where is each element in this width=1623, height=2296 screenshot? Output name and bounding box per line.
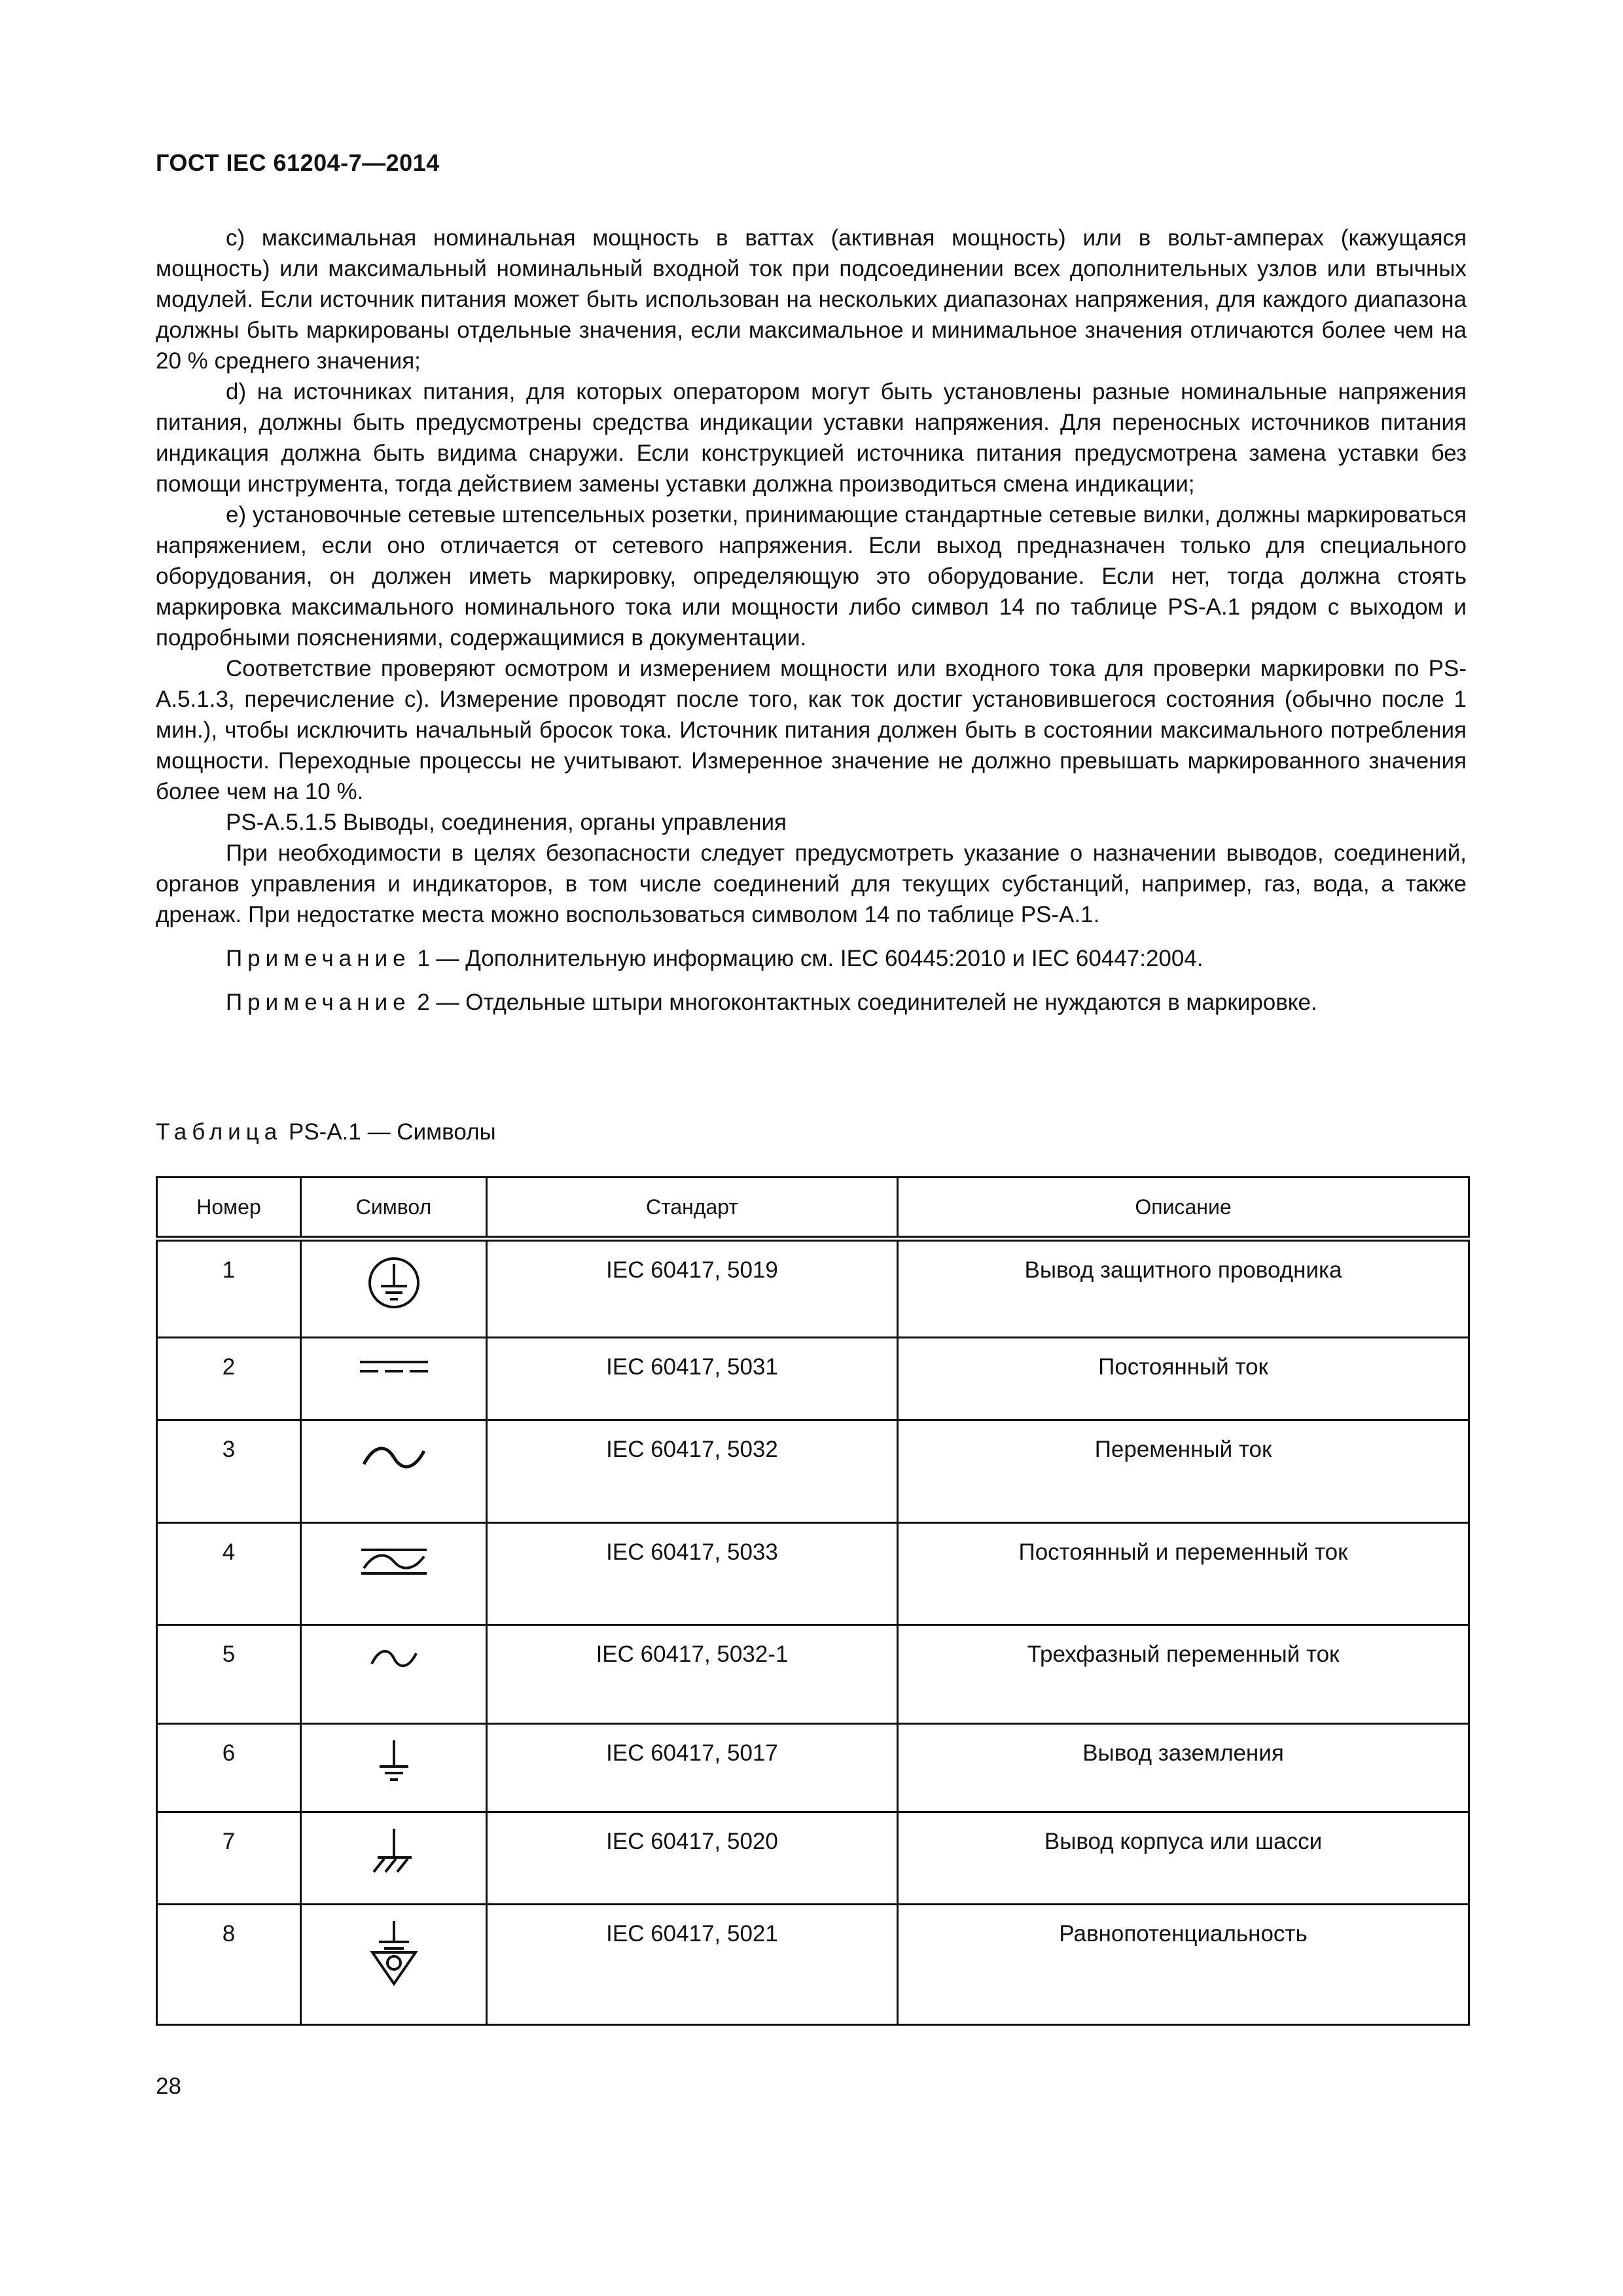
row-symbol (301, 1239, 487, 1338)
header-number: Номер (157, 1177, 301, 1239)
note-label: Примечание (226, 946, 411, 971)
row-standard: IEC 60417, 5032 (487, 1420, 898, 1523)
row-description: Равнопотенциальность (898, 1905, 1469, 2025)
paragraph: Соответствие проверяют осмотром и измерением мощности или входного тока для проверки маркировки по PS-A.5.1.3, перечисление с). Измерение проводят после того, как ток достиг установившегося состояния (обычно после 1 мин.), чтобы исключить начальный бросок тока. Источник питания должен быть в состоянии максимального потребления мощности. Переходные процессы не учитывают. Измеренное значение не должно превышать маркированного значения более чем на 10 %. (156, 656, 1467, 804)
protective-earth-icon (365, 1253, 423, 1312)
table-row (157, 1812, 1469, 1905)
header-description: Описание (898, 1177, 1469, 1239)
note-2 (156, 987, 1467, 1018)
page-number: 28 (156, 2073, 181, 2099)
note-text: 2 — Отдельные штыри многоконтактных соединителей не нуждаются в маркировке. (417, 990, 1317, 1015)
row-description: Трехфазный переменный ток (898, 1625, 1469, 1724)
paragraph: При необходимости в целях безопасности следует предусмотреть указание о назначении выводов, соединений, органов управления и индикаторов, в том числе соединений для текущих субстанций, например, газ, вода, а также дренаж. При недостатке места можно воспользоваться символом 14 по таблице PS-A.1. (156, 840, 1467, 927)
row-description: Вывод заземления (898, 1724, 1469, 1812)
table-row (157, 1905, 1469, 2025)
paragraph: d) на источниках питания, для которых оператором могут быть установлены разные номинальные напряжения питания, должны быть предусмотрены средства индикации уставки напряжения. Для переносных источников питания индикация должна быть видима снаружи. Если конструкцией источника питания предусмотрена замена уставки без помощи инструмента, тогда действием замены уставки должна производиться смена индикации; (156, 379, 1467, 497)
row-description: Вывод корпуса или шасси (898, 1812, 1469, 1905)
table-caption-text: PS-A.1 — Символы (288, 1119, 496, 1145)
symbols-table (156, 1176, 1470, 2026)
table-row (157, 1724, 1469, 1812)
row-symbol (301, 1724, 487, 1812)
row-symbol (301, 1812, 487, 1905)
direct-current-icon (355, 1350, 433, 1383)
row-description: Постоянный ток (898, 1338, 1469, 1420)
table-caption (156, 1119, 496, 1145)
earth-ground-icon (368, 1736, 420, 1789)
row-number: 5 (157, 1625, 301, 1724)
paragraph: с) максимальная номинальная мощность в ваттах (активная мощность) или в вольт-амперах (кажущаяся мощность) или максимальный номинальный входной ток при подсоединении всех дополнительных узлов или втычных модулей. Если источник питания может быть использован на нескольких диапазонах напряжения, для каждого диапазона должны быть маркированы отдельные значения, если максимальное и минимальное значения отличаются более чем на 20 % среднего значения; (156, 225, 1467, 374)
row-number: 7 (157, 1812, 301, 1905)
row-description: Вывод защитного проводника (898, 1239, 1469, 1338)
row-standard: IEC 60417, 5033 (487, 1523, 898, 1625)
row-symbol (301, 1338, 487, 1420)
row-symbol (301, 1625, 487, 1724)
row-symbol (301, 1523, 487, 1625)
row-standard: IEC 60417, 5021 (487, 1905, 898, 2025)
row-description: Переменный ток (898, 1420, 1469, 1523)
row-number: 2 (157, 1338, 301, 1420)
row-number: 4 (157, 1523, 301, 1625)
table-row (157, 1625, 1469, 1724)
row-symbol (301, 1905, 487, 2025)
note-1 (156, 943, 1467, 974)
row-standard: IEC 60417, 5017 (487, 1724, 898, 1812)
chassis-ground-icon (365, 1825, 423, 1877)
row-description: Постоянный и переменный ток (898, 1523, 1469, 1625)
row-standard: IEC 60417, 5031 (487, 1338, 898, 1420)
header-standard: Стандарт (487, 1177, 898, 1239)
row-standard: IEC 60417, 5032-1 (487, 1625, 898, 1724)
table-row (157, 1239, 1469, 1338)
equipotential-icon (365, 1917, 423, 1989)
row-number: 6 (157, 1724, 301, 1812)
note-label: Примечание (226, 990, 411, 1015)
three-phase-ac-icon (361, 1638, 427, 1677)
ac-dc-icon (355, 1535, 433, 1581)
paragraph: е) установочные сетевые штепсельных розетки, принимающие стандартные сетевые вилки, должны маркироваться напряжением, если оно отличается от сетевого напряжения. Если выход предназначен только для специального оборудования, он должен иметь маркировку, определяющую это оборудование. Если нет, тогда должна стоять маркировка максимального номинального тока или мощности либо символ 14 по таблице PS-A.1 рядом с выходом и подробными пояснениями, содержащимися в документации. (156, 502, 1467, 651)
row-number: 1 (157, 1239, 301, 1338)
alternating-current-icon (355, 1433, 433, 1479)
table-row (157, 1420, 1469, 1523)
row-number: 8 (157, 1905, 301, 2025)
row-symbol (301, 1420, 487, 1523)
header-symbol: Символ (301, 1177, 487, 1239)
note-text: 1 — Дополнительную информацию см. IEC 60445:2010 и IEC 60447:2004. (417, 946, 1204, 971)
table-row (157, 1523, 1469, 1625)
table-caption-label: Таблица (156, 1119, 283, 1145)
row-number: 3 (157, 1420, 301, 1523)
table-header-row (157, 1177, 1469, 1239)
body-text (156, 223, 1467, 1018)
page-header: ГОСТ IEC 61204-7—2014 (156, 149, 440, 176)
row-standard: IEC 60417, 5020 (487, 1812, 898, 1905)
section-heading: PS-A.5.1.5 Выводы, соединения, органы управления (226, 810, 787, 835)
table-row (157, 1338, 1469, 1420)
row-standard: IEC 60417, 5019 (487, 1239, 898, 1338)
